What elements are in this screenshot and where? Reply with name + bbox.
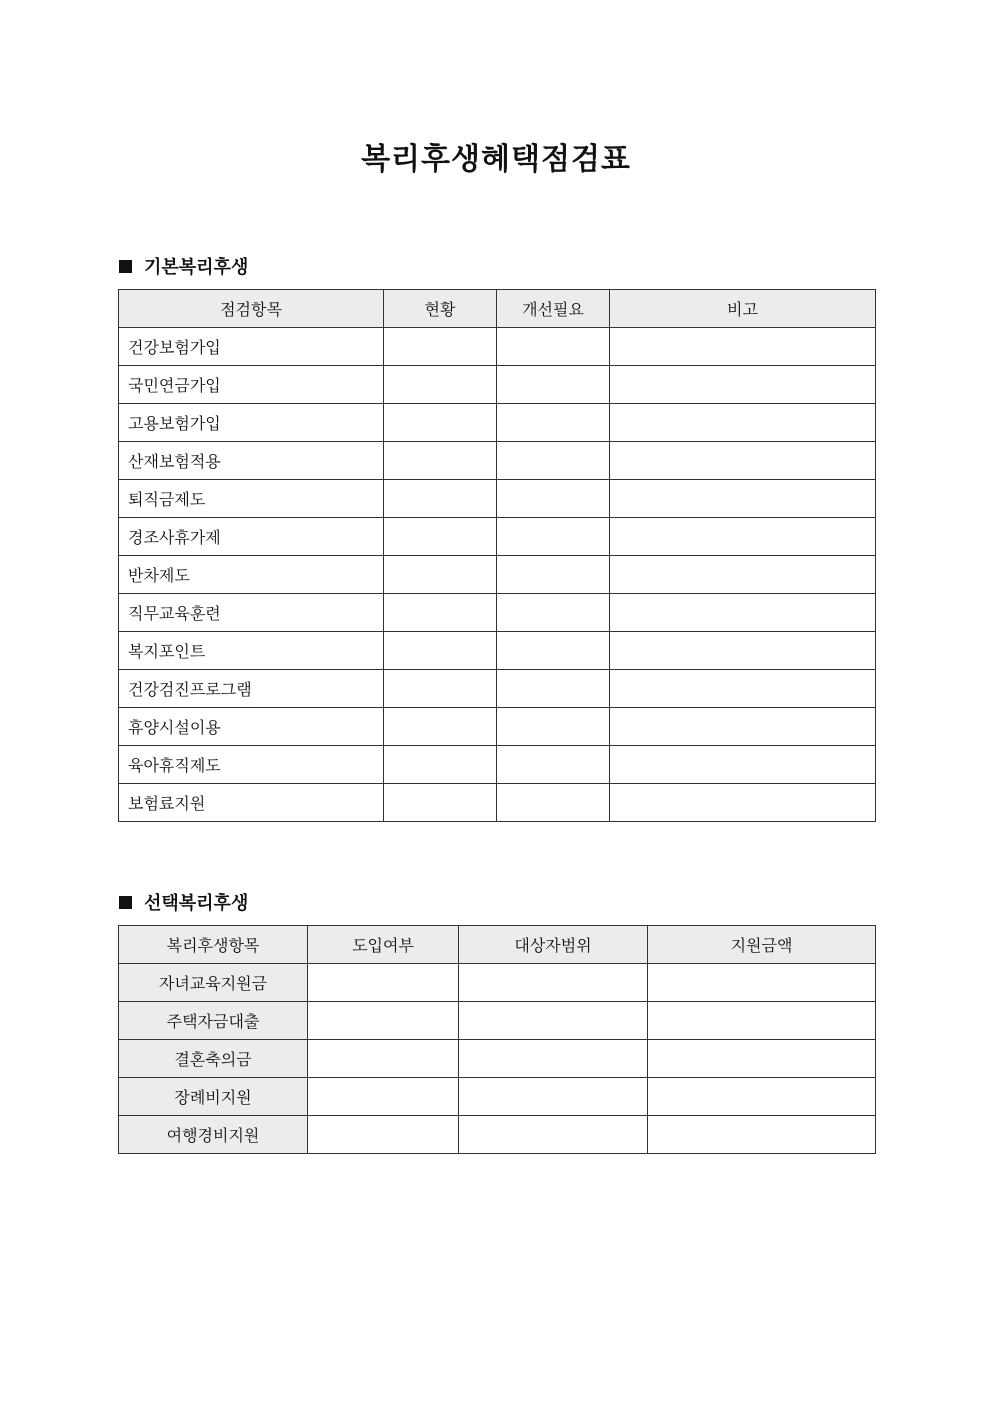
square-bullet-icon [119,896,132,909]
eligibility-cell[interactable] [459,964,648,1002]
needs-improvement-cell[interactable] [497,632,610,670]
table-row [119,328,876,366]
remarks-cell[interactable] [610,556,876,594]
remarks-cell[interactable] [610,784,876,822]
table-header-row [119,290,876,328]
row-item-label: 퇴직금제도 [119,480,384,518]
eligibility-cell[interactable] [459,1078,648,1116]
section-heading-optional [119,889,248,915]
remarks-cell[interactable] [610,404,876,442]
row-item-label: 산재보험적용 [119,442,384,480]
row-item-label: 건강검진프로그램 [119,670,384,708]
table-row [119,1040,876,1078]
table-row [119,632,876,670]
table-row [119,746,876,784]
table-row [119,1116,876,1154]
remarks-cell[interactable] [610,708,876,746]
column-header-support-amount: 지원금액 [648,926,876,964]
section-heading-basic [119,253,248,279]
adoption-cell[interactable] [308,1078,459,1116]
needs-improvement-cell[interactable] [497,746,610,784]
table-row [119,594,876,632]
row-item-label: 주택자금대출 [119,1002,308,1040]
row-item-label: 자녀교육지원금 [119,964,308,1002]
row-item-label: 장례비지원 [119,1078,308,1116]
remarks-cell[interactable] [610,328,876,366]
section-heading-basic-label: 기본복리후생 [144,257,249,278]
needs-improvement-cell[interactable] [497,594,610,632]
status-cell[interactable] [384,366,497,404]
needs-improvement-cell[interactable] [497,670,610,708]
needs-improvement-cell[interactable] [497,442,610,480]
column-header-status: 현황 [384,290,497,328]
column-header-benefit-item: 복리후생항목 [119,926,308,964]
remarks-cell[interactable] [610,480,876,518]
status-cell[interactable] [384,480,497,518]
adoption-cell[interactable] [308,1116,459,1154]
table-row [119,442,876,480]
eligibility-cell[interactable] [459,1002,648,1040]
needs-improvement-cell[interactable] [497,784,610,822]
table-row [119,366,876,404]
table-row [119,518,876,556]
row-item-label: 육아휴직제도 [119,746,384,784]
row-item-label: 결혼축의금 [119,1040,308,1078]
status-cell[interactable] [384,708,497,746]
support-amount-cell[interactable] [648,1040,876,1078]
square-bullet-icon [119,260,132,273]
optional-benefits-table [118,925,876,1154]
remarks-cell[interactable] [610,518,876,556]
needs-improvement-cell[interactable] [497,708,610,746]
status-cell[interactable] [384,328,497,366]
row-item-label: 직무교육훈련 [119,594,384,632]
needs-improvement-cell[interactable] [497,366,610,404]
needs-improvement-cell[interactable] [497,518,610,556]
basic-benefits-table [118,289,876,822]
needs-improvement-cell[interactable] [497,404,610,442]
column-header-check-item: 점검항목 [119,290,384,328]
status-cell[interactable] [384,594,497,632]
status-cell[interactable] [384,670,497,708]
table-row [119,1002,876,1040]
row-item-label: 여행경비지원 [119,1116,308,1154]
status-cell[interactable] [384,746,497,784]
row-item-label: 고용보험가입 [119,404,384,442]
adoption-cell[interactable] [308,1040,459,1078]
support-amount-cell[interactable] [648,1116,876,1154]
remarks-cell[interactable] [610,746,876,784]
status-cell[interactable] [384,404,497,442]
table-header-row [119,926,876,964]
table-row [119,670,876,708]
column-header-adoption: 도입여부 [308,926,459,964]
needs-improvement-cell[interactable] [497,328,610,366]
adoption-cell[interactable] [308,964,459,1002]
row-item-label: 반차제도 [119,556,384,594]
table-row [119,964,876,1002]
column-header-needs-improvement: 개선필요 [497,290,610,328]
status-cell[interactable] [384,632,497,670]
table-row [119,556,876,594]
row-item-label: 국민연금가입 [119,366,384,404]
eligibility-cell[interactable] [459,1040,648,1078]
remarks-cell[interactable] [610,594,876,632]
support-amount-cell[interactable] [648,1078,876,1116]
support-amount-cell[interactable] [648,1002,876,1040]
needs-improvement-cell[interactable] [497,556,610,594]
support-amount-cell[interactable] [648,964,876,1002]
column-header-eligibility: 대상자범위 [459,926,648,964]
row-item-label: 건강보험가입 [119,328,384,366]
status-cell[interactable] [384,556,497,594]
row-item-label: 보험료지원 [119,784,384,822]
document-title: 복리후생혜택점검표 [361,142,631,177]
remarks-cell[interactable] [610,670,876,708]
table-row [119,1078,876,1116]
table-row [119,480,876,518]
status-cell[interactable] [384,518,497,556]
column-header-remarks: 비고 [610,290,876,328]
status-cell[interactable] [384,784,497,822]
table-row [119,404,876,442]
eligibility-cell[interactable] [459,1116,648,1154]
needs-improvement-cell[interactable] [497,480,610,518]
remarks-cell[interactable] [610,442,876,480]
row-item-label: 휴양시설이용 [119,708,384,746]
remarks-cell[interactable] [610,632,876,670]
adoption-cell[interactable] [308,1002,459,1040]
status-cell[interactable] [384,442,497,480]
remarks-cell[interactable] [610,366,876,404]
row-item-label: 복지포인트 [119,632,384,670]
row-item-label: 경조사휴가제 [119,518,384,556]
table-row [119,784,876,822]
table-row [119,708,876,746]
section-heading-optional-label: 선택복리후생 [144,893,249,914]
